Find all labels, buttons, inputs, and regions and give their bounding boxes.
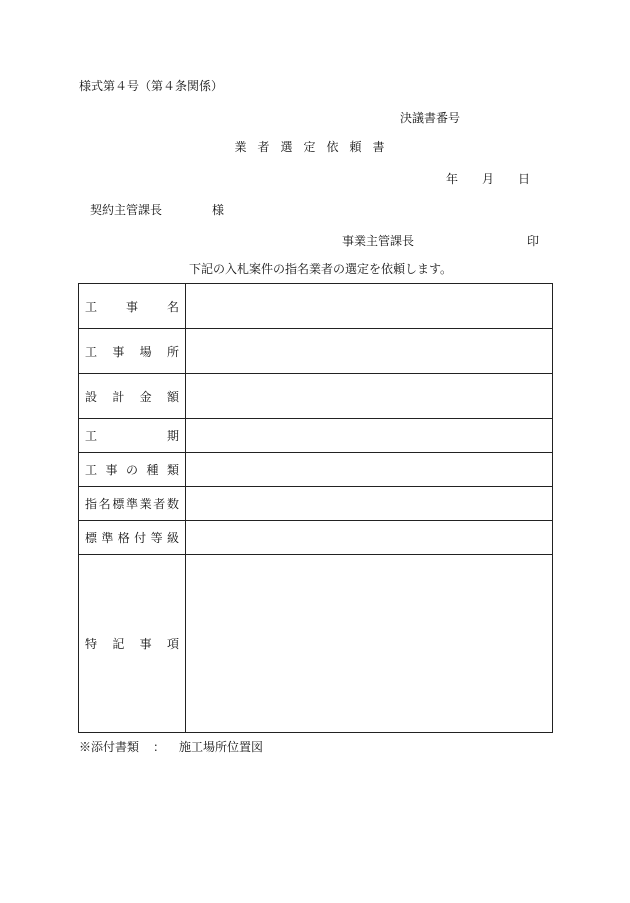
label-characters: 工 期 xyxy=(85,429,179,443)
date-month: 月 xyxy=(482,172,495,186)
label-characters: 指 名 標 準 業 者 数 xyxy=(85,497,179,511)
attachment-colon: ： xyxy=(153,740,166,754)
table-row xyxy=(79,284,553,329)
row-value-construction-period[interactable] xyxy=(186,419,553,453)
attachment-line xyxy=(79,741,263,753)
decision-number-label: 決議書番号 xyxy=(400,111,461,125)
attachment-label: ※添付書類 xyxy=(79,740,140,754)
table-row xyxy=(79,419,553,453)
date-line xyxy=(446,173,530,185)
row-value-construction-site[interactable] xyxy=(186,329,553,374)
row-label-standard-grade xyxy=(79,521,186,555)
form-number: 様式第４号（第４条関係） xyxy=(79,79,224,93)
seal-mark: 印 xyxy=(527,234,540,248)
document-title: 業者選定依頼書 xyxy=(234,140,396,154)
applicant: 事業主管課長 xyxy=(342,234,415,248)
date-day: 日 xyxy=(518,172,531,186)
label-characters: 工 事 場 所 xyxy=(85,344,179,359)
date-year: 年 xyxy=(446,172,459,186)
row-value-design-amount[interactable] xyxy=(186,374,553,419)
row-label-construction-site xyxy=(79,329,186,374)
row-label-special-notes xyxy=(79,555,186,733)
table-row xyxy=(79,487,553,521)
row-label-construction-period xyxy=(79,419,186,453)
row-value-special-notes[interactable] xyxy=(186,555,553,733)
attachment-value: 施工場所位置図 xyxy=(179,740,264,754)
row-value-construction-name[interactable] xyxy=(186,284,553,329)
label-characters: 特 記 事 項 xyxy=(85,637,179,651)
row-label-nominated-count xyxy=(79,487,186,521)
row-value-construction-type[interactable] xyxy=(186,453,553,487)
row-value-standard-grade[interactable] xyxy=(186,521,553,555)
row-value-nominated-count[interactable] xyxy=(186,487,553,521)
request-table xyxy=(78,283,553,733)
label-characters: 設 計 金 額 xyxy=(85,389,179,404)
table-row xyxy=(79,521,553,555)
label-characters: 標 準 格 付 等 級 xyxy=(85,531,179,545)
row-label-design-amount xyxy=(79,374,186,419)
addressee-name: 契約主管課長 xyxy=(90,203,163,217)
table-row xyxy=(79,555,553,733)
label-characters: 工 事 の 種 類 xyxy=(85,463,179,477)
table-row xyxy=(79,374,553,419)
intro-text: 下記の入札案件の指名業者の選定を依頼します。 xyxy=(189,262,453,276)
row-label-construction-name xyxy=(79,284,186,329)
row-label-construction-type xyxy=(79,453,186,487)
addressee-honorific: 様 xyxy=(212,203,225,217)
label-characters: 工 事 名 xyxy=(85,299,179,314)
table-row xyxy=(79,329,553,374)
addressee xyxy=(90,204,224,216)
table-row xyxy=(79,453,553,487)
